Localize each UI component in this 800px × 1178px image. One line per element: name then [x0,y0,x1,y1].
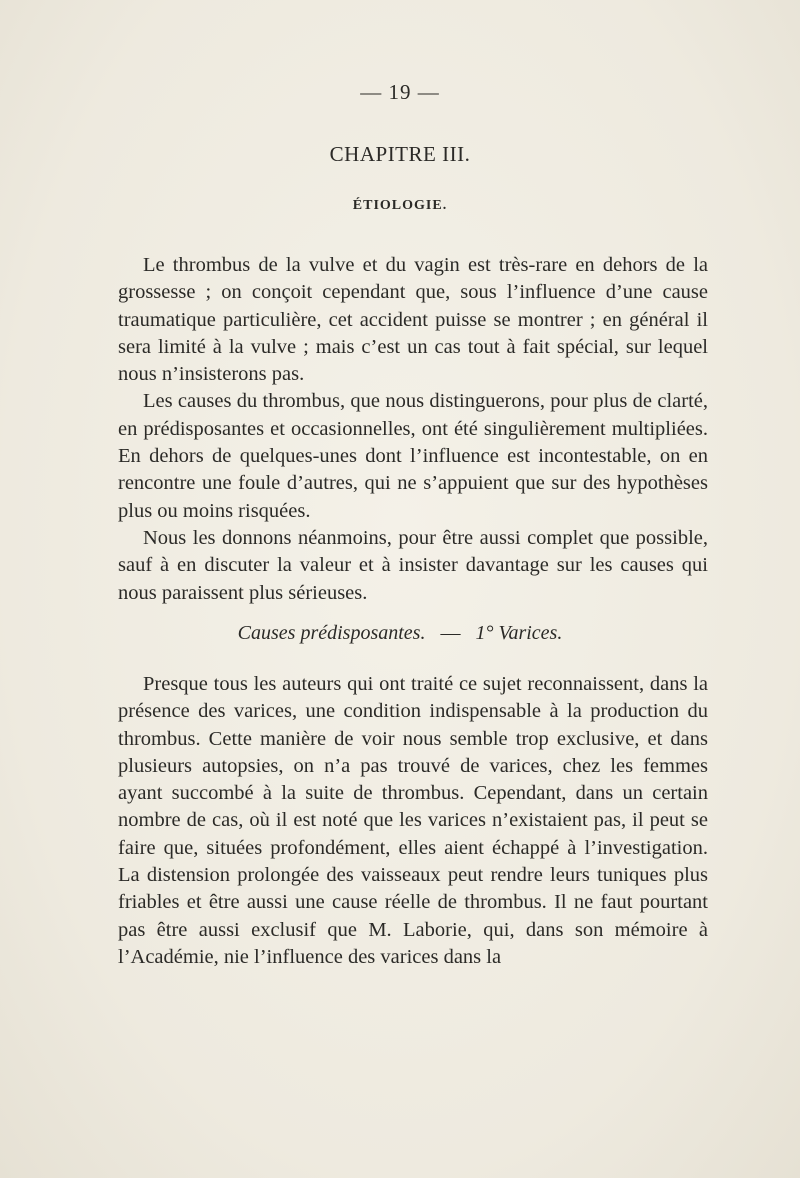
subsection-heading [0,622,800,645]
subsection-heading-separator: — [440,622,461,644]
paragraph: Les causes du thrombus, que nous distinguerons, pour plus de clarté, en prédisposantes et occasionnelles, ont été singulièrement multipliées. En dehors de quelques-unes dont l’influence est incontestable, on en rencontre une foule d’autres, qui ne s’appuient que sur des hypothèses plus ou moins risquées. [118,390,708,522]
section-title: ÉTIOLOGIE. [352,198,448,213]
paragraph: Nous les donnons néanmoins, pour être aussi complet que possible, sauf à en discuter la valeur et à insister davantage sur les causes qui nous paraissent plus sérieuses. [118,526,708,604]
chapter-title: CHAPITRE III. [329,142,471,166]
paragraph: Le thrombus de la vulve et du vagin est très-rare en dehors de la grossesse ; on conçoit cependant que, sous l’influence d’une cause traumatique particulière, cet accident puisse se montrer ; en général il sera limité à la vulve ; mais c’est un cas tout à fait spécial, sur lequel nous n’insisterons pas. [118,254,708,386]
subsection-heading-left: Causes prédisposantes. [237,622,426,644]
paragraph: Presque tous les auteurs qui ont traité ce sujet reconnaissent, dans la présence des varices, une condition indispensable à la production du thrombus. Cette manière de voir nous semble trop exclusive, et dans plusieurs autopsies, on n’a pas trouvé de varices, chez les femmes ayant succombé à la suite de thrombus. Cependant, dans un certain nombre de cas, où il est noté que les varices n’existaient pas, il peut se faire que, situées profondément, elles aient échappé à l’investigation. La distension prolongée des vaisseaux peut rendre leurs tuniques plus friables et être aussi une cause réelle de thrombus. Il ne faut pourtant pas être aussi exclusif que M. Laborie, qui, dans son mémoire à l’Académie, nie l’influence des varices dans la [118,673,708,968]
subsection-heading-right: 1° Varices. [475,622,563,644]
page-number: — 19 — [360,80,440,104]
varices-text-block [118,671,708,971]
intro-text-block [118,252,708,607]
